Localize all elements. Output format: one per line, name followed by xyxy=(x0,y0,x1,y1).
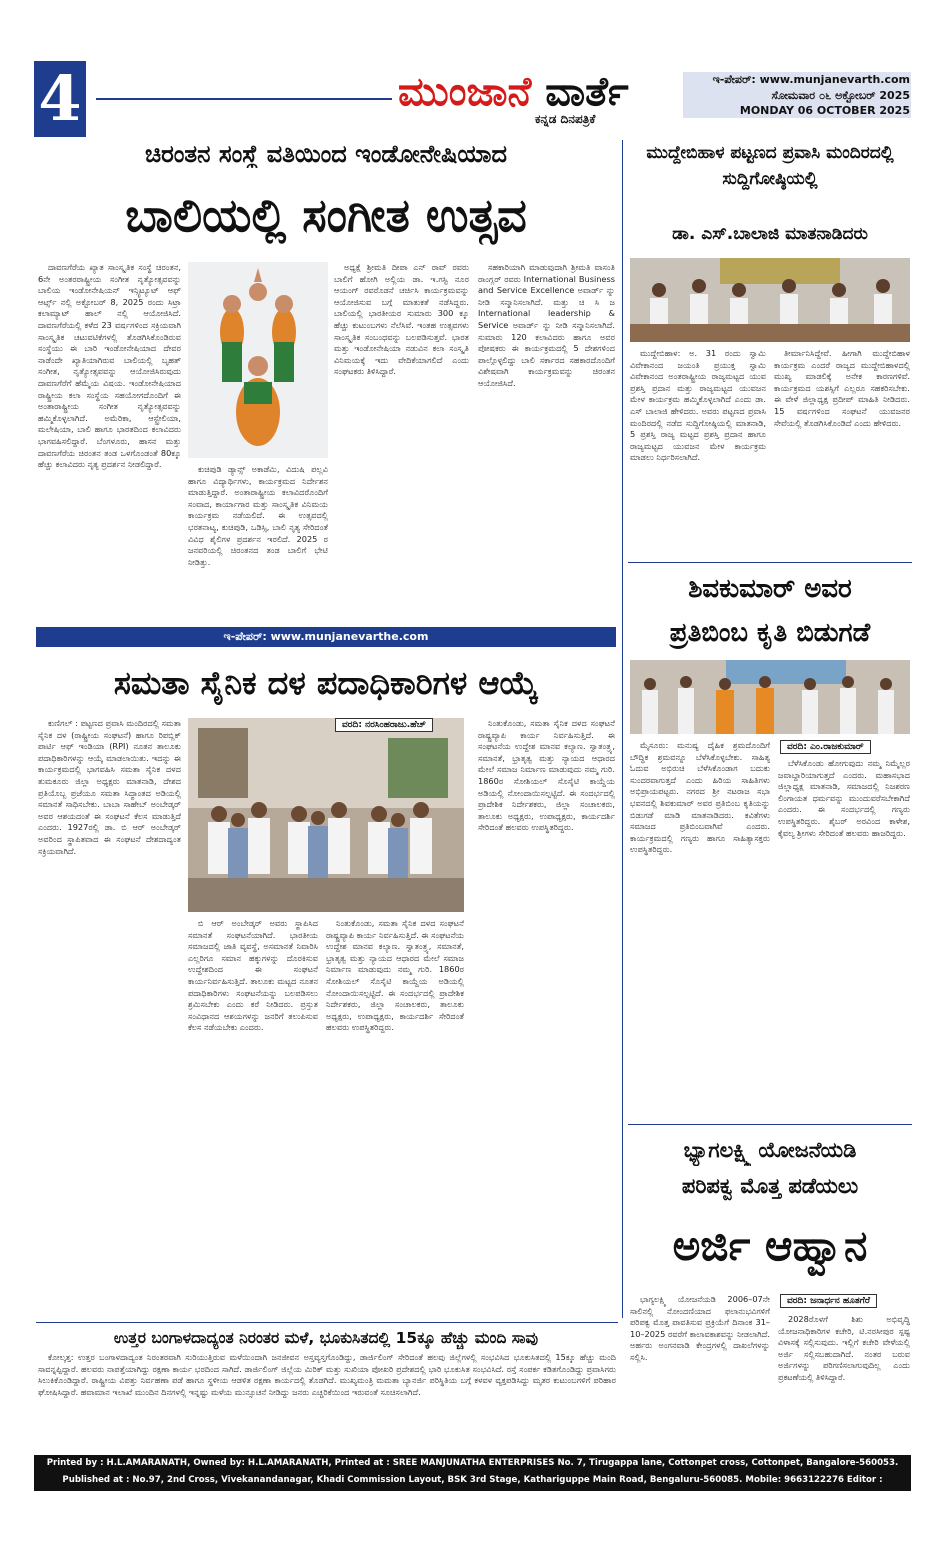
article3-col1 xyxy=(630,348,766,554)
epaper-band[interactable]: ಇ-ಪೇಪರ್: www.munjanevarthe.com xyxy=(36,627,616,647)
article4-col1 xyxy=(630,740,770,1118)
article2-reporter: ವರದಿ: ನರಸಿಂಹರಾಜು.ಹೆಚ್ xyxy=(335,718,433,732)
article6-body xyxy=(38,1352,616,1446)
article4-headline2: ಪ್ರತಿಬಿಂಬ ಕೃತಿ ಬಿಡುಗಡೆ xyxy=(669,618,871,648)
article2-col1-text: ಕುಣಿಗಲ್ : ಪಟ್ಟಣದ ಪ್ರವಾಸಿ ಮಂದಿರದಲ್ಲಿ ಸಮತಾ ಸೈನಿಕ ದಳ (ರಾಷ್ಟ್ರೀಯ ಸಂಘಟನೆ) ಹಾಗೂ ರಿಪಬ್ಲಿಕ್ ಪಾರ್ಟಿ ಆಫ್ ಇಂಡಿಯಾ (RPI) ನೂತನ ತಾಲೂಕು ಪದಾಧಿಕಾರಿಗಳನ್ನು ಆಯ್ಕೆ ಮಾಡಲಾಯಿತು. ಇದನ್ನು ಈ ಕಾರ್ಯಕ್ರಮದಲ್ಲಿ ಭಾಗವಹಿಸಿ ಸಮತಾ ಸೈನಿಕ ದಳದ ತುಮಕೂರು ಜಿಲ್ಲಾ ಅಧ್ಯಕ್ಷರು ಮಾತನಾಡಿ, ದೇಶದ ಪ್ರತಿಯೊಬ್ಬ ಪ್ರಜೆಯೂ ಸಮತಾ ಸಿದ್ಧಾಂತದ ಅಡಿಯಲ್ಲಿ ಸಮಾನತೆ ಸಾಧಿಸಬೇಕು. ಬಾಬಾ ಸಾಹೇಬ್ ಅಂಬೇಡ್ಕರ್ ಅವರ ಆಶಯದಂತೆ ಈ ಸಂಘಟನೆ ಕೆಲಸ ಮಾಡುತ್ತಿದೆ ಎಂದರು. 1927ರಲ್ಲಿ ಡಾ. ಬಿ ಆರ್ ಅಂಬೇಡ್ಕರ್ ಅವರಿಂದ ಸ್ಥಾಪಿತವಾದ ಈ ಸಂಘಟನೆ ದೇಶದಾದ್ಯಂತ ಸಕ್ರಿಯವಾಗಿದೆ. xyxy=(38,718,181,856)
article1-col4 xyxy=(478,262,615,618)
date-kannada: ಸೋಮವಾರ ೦೬ ಅಕ್ಟೋಬರ್ 2025 xyxy=(771,89,910,102)
article1-col3 xyxy=(334,262,469,618)
epaper-url[interactable]: ಇ-ಪೇಪರ್: www.munjanevarth.com xyxy=(712,73,910,86)
section-rule-6 xyxy=(36,1322,618,1323)
article2-col3-text: ನಿಂತುಕೊಂಡು, ಸಮತಾ ಸೈನಿಕ ದಳದ ಸಂಘಟನೆ ರಾಷ್ಟ್ರವ್ಯಾಪಿ ಕಾರ್ಯ ನಿರ್ವಹಿಸುತ್ತಿದೆ. ಈ ಸಂಘಟನೆಯ ಉದ್ದೇಶ ಮಾನವ ಕಲ್ಯಾಣ. ಸ್ವಾತಂತ್ರ್ಯ, ಸಮಾನತೆ, ಭ್ರಾತೃತ್ವ ಮತ್ತು ನ್ಯಾಯದ ಆಧಾರದ ಮೇಲೆ ಸಮಾಜ ನಿರ್ಮಾಣ ಮಾಡುವುದು ನಮ್ಮ ಗುರಿ. 1860ರ ಸೋಶಿಯಲ್ ಸೊಸೈಟಿ ಕಾಯ್ದೆಯ ಅಡಿಯಲ್ಲಿ ನೋಂದಾಯಿಸಲ್ಪಟ್ಟಿದೆ. ಈ ಸಂದರ್ಭದಲ್ಲಿ ಪ್ರಾದೇಶಿಕ ನಿರ್ದೇಶಕರು, ಜಿಲ್ಲಾ ಸಂಚಾಲಕರು, ತಾಲೂಕು ಅಧ್ಯಕ್ಷರು, ಉಪಾಧ್ಯಕ್ಷರು, ಕಾರ್ಯದರ್ಶಿ ಸೇರಿದಂತೆ ಹಲವರು ಉಪಸ್ಥಿತರಿದ್ದರು. xyxy=(478,718,615,833)
article1-col2 xyxy=(188,464,328,618)
article4-headline1: ಶಿವಕುಮಾರ್ ಅವರ xyxy=(688,574,852,604)
article5-col1 xyxy=(630,1294,770,1444)
imprint-footer xyxy=(34,1455,911,1502)
article4-col2 xyxy=(778,758,910,1118)
column-divider xyxy=(622,140,623,1318)
section-rule-3 xyxy=(628,562,912,563)
book-release-photo xyxy=(630,660,910,734)
date-english: MONDAY 06 OCTOBER 2025 xyxy=(739,104,910,117)
article3-col2-text: ತೀರ್ಮಾನಿಸಿದ್ದೇವೆ. ಹೀಗಾಗಿ ಮುದ್ದೇಬಿಹಾಳ ಕಾರ್ಯಕ್ರಮ ಎಂದರೆ ರಾಜ್ಯದ ಮುದ್ದೇಬಿಹಾಳದಲ್ಲಿ ಮುಖ್ಯ ಮಾಡಲಿಕ್ಕೆ ಅನೇಕ ಕಾರಣಗಳಿವೆ. ಕಾರ್ಯಕ್ರಮದ ಯಶಸ್ಸಿಗೆ ಎಲ್ಲರೂ ಸಹಕರಿಸಬೇಕು. ಈ ವೇಳೆ ಜಿಲ್ಲಾಧ್ಯಕ್ಷ ಪ್ರದೀಪ್ ಮಾಹಿತಿ ನೀಡಿದರು. 15 ವರ್ಷಗಳಿಂದ ಸಂಘಟನೆ ಯುವಜನರ ಸೇವೆಯಲ್ಲಿ ತೊಡಗಿಸಿಕೊಂಡಿದೆ ಎಂದು ಹೇಳಿದರು. xyxy=(774,348,910,428)
article1-col3-text: ಅಧ್ಯಕ್ಷೆ ಶ್ರೀಮತಿ ದೀಪಾ ಎನ್ ರಾವ್ ರವರು ಬಾಲಿಗೆ ಹೋಗಿ ಅಲ್ಲಿಯ ಡಾ. ಇ.ಗಸ್ಟಿ ನೂರ ಆಯಂಗ್ ರವರೊಡನೆ ಚರ್ಚಿಸಿ ಕಾರ್ಯಕ್ರಮವನ್ನು ಆಯೋಜಿಸುವ ಬಗ್ಗೆ ಮಾತುಕತೆ ನಡೆಸಿದ್ದರು. ಬಾಲಿಯಲ್ಲಿ ಭಾರತೀಯರ ಸುಮಾರು 300 ಕ್ಕೂ ಹೆಚ್ಚು ಕುಟುಂಬಗಳು ನೆಲೆಸಿವೆ. ಇಂತಹ ಉತ್ಸವಗಳು ಸಾಂಸ್ಕೃತಿಕ ಸಂಬಂಧವನ್ನು ಬಲಪಡಿಸುತ್ತವೆ. ಭಾರತ ಮತ್ತು ಇಂಡೋನೇಷಿಯಾ ನಡುವಿನ ಕಲಾ ಸಂಸ್ಕೃತಿ ವಿನಿಮಯಕ್ಕೆ ಇದು ವೇದಿಕೆಯಾಗಲಿದೆ ಎಂದು ಸಂಘಟಕರು ತಿಳಿಸಿದ್ದಾರೆ. xyxy=(334,262,469,377)
article3-headline: ಮುದ್ದೇಬಿಹಾಳ ಪಟ್ಟಣದ ಪ್ರವಾಸಿ ಮಂದಿರದಲ್ಲಿ ಸುದ್ದಿಗೋಷ್ಠಿಯಲ್ಲಿ xyxy=(646,143,894,189)
article3-col2 xyxy=(774,348,910,554)
masthead-title xyxy=(398,70,668,114)
article2-col2 xyxy=(188,918,318,1318)
article1-headline: ಬಾಲಿಯಲ್ಲಿ ಸಂಗೀತ ಉತ್ಸವ xyxy=(125,188,527,242)
page-number: 4 xyxy=(34,61,86,137)
article6-headline: ಉತ್ತರ ಬಂಗಾಳದಾದ್ಯಂತ ನಿರಂತರ ಮಳೆ, ಭೂಕುಸಿತದಲ್ಲಿ 15ಕ್ಕೂ ಹೆಚ್ಚು ಮಂದಿ ಸಾವು xyxy=(113,1329,539,1347)
article5-col1-text: ಭಾಗ್ಯಲಕ್ಷ್ಮಿ ಯೋಜನೆಯಡಿ 2006–07ನೇ ಸಾಲಿನಲ್ಲಿ ನೋಂದಣಿಯಾದ ಫಲಾನುಭವಿಗಳಿಗೆ ಪರಿಪಕ್ವ ಮೊತ್ತ ಪಾವತಿಸುವ ಪ್ರಕ್ರಿಯೆಗೆ ದಿನಾಂಕ 31–10–2025 ರವರೆಗೆ ಕಾಲಾವಕಾಶವನ್ನು ನೀಡಲಾಗಿದೆ. ಅರ್ಹರು ಅಂಗನವಾಡಿ ಕೇಂದ್ರಗಳಲ್ಲಿ ದಾಖಲೆಗಳನ್ನು ಸಲ್ಲಿಸಿ. xyxy=(630,1294,770,1362)
article1-col1 xyxy=(38,262,181,618)
article2-col3a xyxy=(326,918,464,1318)
article1-col4-text: ಸಹಕಾರಿಯಾಗಿ ಮಾಡುವುದಾಗಿ ಶ್ರೀಮತಿ ವಾಸಂತಿ ರಾಂಗ್ಲರ್ ರವರು International Business and Service Excellence ಅವಾರ್ಡ್ ನ್ನು ನೀಡಿ ಸನ್ಮಾನಿಸಲಾಗಿದೆ. ಮತ್ತು ಚಿ ಸಿ ಜ International leadership & Service ಅವಾರ್ಡ್ ನ್ನು ನೀಡಿ ಸನ್ಮಾನಿಸಲಾಗಿದೆ. ಸುಮಾರು 120 ಕಲಾವಿದರು ಹಾಗೂ ಅವರ ಪೋಷಕರು ಈ ಕಾರ್ಯಕ್ರಮದಲ್ಲಿ 5 ದೇಶಗಳಿಂದ ಪಾಲ್ಗೊಳ್ಳಲಿದ್ದು ಬಾಲಿ ಸರ್ಕಾರದ ಸಹಕಾರದೊಂದಿಗೆ ವಿಶೇಷವಾಗಿ ಕಾರ್ಯಕ್ರಮವನ್ನು ಚಿರಂತನ ಆಯೋಜಿಸಿದೆ. xyxy=(478,262,615,388)
dancers-photo xyxy=(188,262,328,458)
article3-col1-text: ಮುದ್ದೇಬಿಹಾಳ: ಅ. 31 ರಂದು ಸ್ವಾಮಿ ವಿವೇಕಾನಂದ ಜಯಂತಿ ಪ್ರಯುಕ್ತ ಸ್ವಾಮಿ ವಿವೇಕಾನಂದ ಅಂತರಾಷ್ಟ್ರೀಯ ರಾಜ್ಯಮಟ್ಟದ ಯುವ ಪ್ರಶಸ್ತಿ ಪ್ರದಾನ ಮತ್ತು ರಾಜ್ಯಮಟ್ಟದ ಯುವಜನ ಮೇಳ ಕಾರ್ಯಕ್ರಮ ಹಮ್ಮಿಕೊಳ್ಳಲಾಗಿದೆ ಎಂದು ಡಾ. ಎಸ್ ಬಾಲಾಜಿ ಹೇಳಿದರು. ಅವರು ಪಟ್ಟಣದ ಪ್ರವಾಸಿ ಮಂದಿರದಲ್ಲಿ ನಡೆದ ಸುದ್ದಿಗೋಷ್ಠಿಯಲ್ಲಿ ಮಾತನಾಡಿ, 5 ಪ್ರಶಸ್ತಿ ರಾಜ್ಯ ಮಟ್ಟದ ಪ್ರಶಸ್ತಿ ಪ್ರದಾನ ಹಾಗೂ ರಾಜ್ಯಮಟ್ಟದ ಯುವಜನ ಮೇಳ ಕಾರ್ಯಕ್ರಮ ಮಾಡಲು ನಿರ್ಧರಿಸಲಾಗಿದೆ. xyxy=(630,348,766,463)
article2-col2-text: ಬಿ ಆರ್ ಅಂಬೇಡ್ಕರ್ ಅವರು ಸ್ಥಾಪಿಸಿದ ಸಮಾನತೆ ಸಂಘಟನೆಯಾಗಿದೆ. ಭಾರತೀಯ ಸಮಾಜದಲ್ಲಿ ಜಾತಿ ವ್ಯವಸ್ಥೆ, ಅಸಮಾನತೆ ನಿವಾರಿಸಿ ಎಲ್ಲರಿಗೂ ಸಮಾನ ಹಕ್ಕುಗಳನ್ನು ದೊರಕಿಸುವ ಉದ್ದೇಶದಿಂದ ಈ ಸಂಘಟನೆ ಕಾರ್ಯನಿರ್ವಹಿಸುತ್ತಿದೆ. ತಾಲೂಕು ಮಟ್ಟದ ನೂತನ ಪದಾಧಿಕಾರಿಗಳು ಸಂಘಟನೆಯನ್ನು ಬಲಪಡಿಸಲು ಶ್ರಮಿಸಬೇಕು ಎಂದು ಕರೆ ನೀಡಿದರು. ಪ್ರಸ್ತುತ ಸಂವಿಧಾನದ ಆಶಯಗಳನ್ನು ಜನರಿಗೆ ತಲುಪಿಸುವ ಕೆಲಸ ನಡೆಯಬೇಕು ಎಂದರು. xyxy=(188,918,318,1033)
imprint-line2: Published at : No.97, 2nd Cross, Vivekanandanagar, Khadi Commission Layout, BSK 3rd Stage, Kathariguppe Main Road, Bengaluru-560085. Mobile: 9663122276 Editor : H.L.AMARANATH xyxy=(62,1475,883,1502)
group-photo xyxy=(188,718,464,912)
article4-col1-text: ಮೈಸೂರು: ಮನುಷ್ಯ ದೈಹಿಕ ಶ್ರಮದೊಂದಿಗೆ ಬೌದ್ಧಿಕ ಶ್ರಮವನ್ನೂ ಬೆಳೆಸಿಕೊಳ್ಳಬೇಕು. ಸಾಹಿತ್ಯ ಓದುವ ಅಭಿರುಚಿ ಬೆಳೆಸಿಕೊಂಡಾಗ ಬದುಕು ಸುಂದರವಾಗುತ್ತದೆ ಎಂದು ಹಿರಿಯ ಸಾಹಿತಿಗಳು ಅಭಿಪ್ರಾಯಪಟ್ಟರು. ನಗರದ ಶ್ರೀ ನಟರಾಜ ಸಭಾ ಭವನದಲ್ಲಿ ಶಿವಕುಮಾರ್ ಅವರ ಪ್ರತಿಬಿಂಬ ಕೃತಿಯನ್ನು ಬಿಡುಗಡೆ ಮಾಡಿ ಮಾತನಾಡಿದರು. ಕವಿತೆಗಳು ಸಮಾಜದ ಪ್ರತಿಬಿಂಬವಾಗಿವೆ ಎಂದರು. ಕಾರ್ಯಕ್ರಮದಲ್ಲಿ ಗಣ್ಯರು ಹಾಗೂ ಸಾಹಿತ್ಯಾಸಕ್ತರು ಉಪಸ್ಥಿತರಿದ್ದರು. xyxy=(630,740,770,855)
article4-col2-text: ಬೆಳೆಸಿಕೊಂಡು ಹೋಗುವುದು ನಮ್ಮ ನಿಮ್ಮೆಲ್ಲರ ಜವಾಬ್ದಾರಿಯಾಗುತ್ತದೆ ಎಂದರು. ಮಹಾಸಭಾದ ಜಿಲ್ಲಾಧ್ಯಕ್ಷ ಮಾತನಾಡಿ, ಸಮಾಜದಲ್ಲಿ ನಿಜಶರಣ ಲಿಂಗಾಯತ ಧರ್ಮವನ್ನು ಮುಂದುವರೆಸಬೇಕಾಗಿದೆ ಎಂದರು. ಈ ಸಂದರ್ಭದಲ್ಲಿ ಗಣ್ಯರು ಉಪಸ್ಥಿತರಿದ್ದರು. ಶೈಬರ್ ಅರವಿಂದ ಕಾಳೇಶ, ಕೈವಲ್ಯ ಶ್ರೀಗಳು ಸೇರಿದಂತೆ ಹಲವರು ಹಾಜರಿದ್ದರು. xyxy=(778,758,910,838)
masthead-title-part2: ವಾರ್ತೆ xyxy=(545,69,629,115)
article5-headline2: ಪರಿಪಕ್ವ ಮೊತ್ತ ಪಡೆಯಲು xyxy=(681,1174,859,1198)
article5-headline3: ಅರ್ಜಿ ಆಹ್ವಾನ xyxy=(672,1221,868,1270)
article2-col3a-text: ನಿಂತುಕೊಂಡು, ಸಮತಾ ಸೈನಿಕ ದಳದ ಸಂಘಟನೆ ರಾಷ್ಟ್ರವ್ಯಾಪಿ ಕಾರ್ಯ ನಿರ್ವಹಿಸುತ್ತಿದೆ. ಈ ಸಂಘಟನೆಯ ಉದ್ದೇಶ ಮಾನವ ಕಲ್ಯಾಣ. ಸ್ವಾತಂತ್ರ್ಯ, ಸಮಾನತೆ, ಭ್ರಾತೃತ್ವ ಮತ್ತು ನ್ಯಾಯದ ಆಧಾರದ ಮೇಲೆ ಸಮಾಜ ನಿರ್ಮಾಣ ಮಾಡುವುದು ನಮ್ಮ ಗುರಿ. 1860ರ ಸೋಶಿಯಲ್ ಸೊಸೈಟಿ ಕಾಯ್ದೆಯ ಅಡಿಯಲ್ಲಿ ನೋಂದಾಯಿಸಲ್ಪಟ್ಟಿದೆ. ಈ ಸಂದರ್ಭದಲ್ಲಿ ಪ್ರಾದೇಶಿಕ ನಿರ್ದೇಶಕರು, ಜಿಲ್ಲಾ ಸಂಚಾಲಕರು, ತಾಲೂಕು ಅಧ್ಯಕ್ಷರು, ಉಪಾಧ್ಯಕ್ಷರು, ಕಾರ್ಯದರ್ಶಿ ಸೇರಿದಂತೆ ಹಲವರು ಉಪಸ್ಥಿತರಿದ್ದರು. xyxy=(326,918,464,1033)
article1-col2-text: ಕುಚಿಪುಡಿ ಡ್ಯಾನ್ಸ್ ಅಕಾಡೆಮಿ, ವಿದುಷಿ ಪಲ್ಲವಿ ಹಾಗೂ ವಿದ್ಯಾರ್ಥಿಗಳು, ಕಾರ್ಯಕ್ರಮದ ನಿರ್ದೇಶನ ಮಾಡುತ್ತಿದ್ದಾರೆ. ಅಂತಾರಾಷ್ಟ್ರೀಯ ಕಲಾವಿದರೊಂದಿಗೆ ಸಂವಾದ, ಕಾರ್ಯಾಗಾರ ಮತ್ತು ಸಾಂಸ್ಕೃತಿಕ ವಿನಿಮಯ ಕಾರ್ಯಕ್ರಮ ನಡೆಯಲಿದೆ. ಈ ಉತ್ಸವದಲ್ಲಿ ಭರತನಾಟ್ಯ, ಕುಚಿಪುಡಿ, ಒಡಿಸ್ಸಿ, ಬಾಲಿ ನೃತ್ಯ ಸೇರಿದಂತೆ ವಿವಿಧ ಶೈಲಿಗಳ ಪ್ರದರ್ಶನ ಇರಲಿದೆ. 2025 ರ ಜನವರಿಯಲ್ಲಿ ಚಿರಂತನದ ತಂಡ ಬಾಲಿಗೆ ಭೇಟಿ ನೀಡಿತ್ತು. xyxy=(188,464,328,567)
article3-headline2: ಡಾ. ಎಸ್.ಬಾಲಾಜಿ ಮಾತನಾಡಿದರು xyxy=(672,224,868,244)
article5-headline1: ಭ್ಯಾಗಲಕ್ಷ್ಮಿ ಯೋಜನೆಯಡಿ xyxy=(683,1138,857,1162)
article6-body-text: ಕೋಲ್ಕತ್ತ: ಉತ್ತರ ಬಂಗಾಳದಾದ್ಯಂತ ನಿರಂತರವಾಗಿ ಸುರಿಯುತ್ತಿರುವ ಮಳೆಯಿಂದಾಗಿ ಜನಜೀವನ ಅಸ್ತವ್ಯಸ್ತಗೊಂಡಿದ್ದು, ಡಾರ್ಜಿಲಿಂಗ್ ಸೇರಿದಂತೆ ಹಲವು ಜಿಲ್ಲೆಗಳಲ್ಲಿ ಸಂಭವಿಸಿದ ಭೂಕುಸಿತದಲ್ಲಿ 15ಕ್ಕೂ ಹೆಚ್ಚು ಮಂದಿ ಸಾವನ್ನಪ್ಪಿದ್ದಾರೆ. ಹಲವರು ನಾಪತ್ತೆಯಾಗಿದ್ದು ರಕ್ಷಣಾ ಕಾರ್ಯ ಭರದಿಂದ ಸಾಗಿದೆ. ಡಾರ್ಜಿಲಿಂಗ್ ಜಿಲ್ಲೆಯ ಮಿರಿಕ್ ಮತ್ತು ಸುಖಿಯಾ ಪೋಖರಿ ಪ್ರದೇಶದಲ್ಲಿ ಭಾರಿ ಭೂಕುಸಿತ ಸಂಭವಿಸಿದೆ. ರಸ್ತೆ ಸಂಪರ್ಕ ಕಡಿತಗೊಂಡಿದ್ದು ಪ್ರವಾಸಿಗರು ಸಿಲುಕಿಕೊಂಡಿದ್ದಾರೆ. ರಾಷ್ಟ್ರೀಯ ವಿಪತ್ತು ನಿರ್ವಹಣಾ ಪಡೆ ಹಾಗೂ ಸ್ಥಳೀಯ ಆಡಳಿತ ರಕ್ಷಣಾ ಕಾರ್ಯದಲ್ಲಿ ತೊಡಗಿದೆ. ಮುಖ್ಯಮಂತ್ರಿ ಮಮತಾ ಬ್ಯಾನರ್ಜಿ ಪರಿಸ್ಥಿತಿಯ ಬಗ್ಗೆ ಕಳವಳ ವ್ಯಕ್ತಪಡಿಸಿದ್ದು ಮೃತರ ಕುಟುಂಬಗಳಿಗೆ ಪರಿಹಾರ ಘೋಷಿಸಿದ್ದಾರೆ. ಹವಾಮಾನ ಇಲಾಖೆ ಮುಂದಿನ ದಿನಗಳಲ್ಲಿ ಇನ್ನಷ್ಟು ಮಳೆಯ ಮುನ್ಸೂಚನೆ ನೀಡಿದ್ದು ಜನರು ಎಚ್ಚರಿಕೆಯಿಂದ ಇರುವಂತೆ ಸೂಚಿಸಲಾಗಿದೆ. xyxy=(38,1352,616,1397)
masthead-title-part1: ಮುಂಜಾನೆ xyxy=(398,69,532,115)
article5-col2-text: 2028ರೊಳಗೆ ಶಿಶು ಅಭಿವೃದ್ಧಿ ಯೋಜನಾಧಿಕಾರಿಗಳ ಕಚೇರಿ, ಟಿ.ನರಸೀಪುರ ಸ್ಪಷ್ಟ ವಿಳಾಸಕ್ಕೆ ಸಲ್ಲಿಸುವುದು. ಇಲ್ಲಿಗೆ ಕಚೇರಿ ವೇಳೆಯಲ್ಲಿ ಅರ್ಜಿ ಸಲ್ಲಿಸಬಹುದಾಗಿದೆ. ನಂತರ ಬರುವ ಅರ್ಜಿಗಳನ್ನು ಪರಿಗಣಿಸಲಾಗುವುದಿಲ್ಲ ಎಂದು ಪ್ರಕಟಣೆಯಲ್ಲಿ ತಿಳಿಸಿದ್ದಾರೆ. xyxy=(778,1314,910,1382)
article1-kicker: ಚಿರಂತನ ಸಂಸ್ಥೆ ವತಿಯಿಂದ ಇಂಡೋನೇಷಿಯಾದ xyxy=(144,140,508,168)
article2-col3 xyxy=(478,718,615,1318)
article2-col1 xyxy=(38,718,181,1318)
article5-col2 xyxy=(778,1314,910,1444)
press-meet-photo xyxy=(630,258,910,342)
article1-col1-text: ದಾವಣಗೆರೆಯ ಖ್ಯಾತ ಸಾಂಸ್ಕೃತಿಕ ಸಂಸ್ಥೆ ಚಿರಂತನ, 6ನೇ ಅಂತರರಾಷ್ಟ್ರೀಯ ಸಂಗೀತ ನೃತ್ಯೋತ್ಸವವನ್ನು ಬಾಲಿಯ ಇಂಡೋನೇಷಿಯನ್ ಇನ್ಸ್ಟಿಟ್ಯೂಟ್ ಆಫ್ ಆರ್ಟ್ಸ್ ನಲ್ಲಿ ಅಕ್ಟೋಬರ್ 8, 2025 ರಂದು ಸಿಟ್ರಾ ಕಲಾಮ್ಯಾಟ್ ಹಾಲ್ ನಲ್ಲಿ ಆಯೋಜಿಸಿದೆ. ದಾವಣಗೆರೆಯಲ್ಲಿ ಕಳೆದ 23 ವರ್ಷಗಳಿಂದ ಸಕ್ರಿಯವಾಗಿ ಸಾಂಸ್ಕೃತಿಕ ಚಟುವಟಿಕೆಗಳಲ್ಲಿ ತೊಡಗಿಸಿಕೊಂಡಿರುವ ಸಂಸ್ಥೆಯು ಈ ಬಾರಿ ಇಂಡೋನೇಷಿಯಾದ ದೇವರ ನಾಡೆಂದೇ ಖ್ಯಾತಿಯಾಗಿರುವ ಬಾಲಿಯಲ್ಲಿ ಬೃಹತ್ ಸಂಗೀತ, ನೃತ್ಯೋತ್ಸವವನ್ನು ಆಯೋಜಿಸಿರುವುದು ದಾವಣಗೆರೆಗೆ ಹೆಮ್ಮೆಯ ವಿಷಯ. ಇಂಡೋನೇಷಿಯಾದ ರಾಷ್ಟ್ರೀಯ ಕಲಾ ಸಂಸ್ಥೆಯ ಸಹಯೋಗದೊಂದಿಗೆ ಈ ಅಂತಾರಾಷ್ಟ್ರೀಯ ಸಂಗೀತ ನೃತ್ಯೋತ್ಸವವನ್ನು ಹಮ್ಮಿಕೊಳ್ಳಲಾಗಿದೆ. ಅಮೆರಿಕಾ, ಆಸ್ಟ್ರೇಲಿಯಾ, ಮಲೇಷಿಯಾ, ಬಾಲಿ ಹಾಗೂ ಭಾರತದಿಂದ ಕಲಾವಿದರು ಭಾಗವಹಿಸಲಿದ್ದಾರೆ. ಬೆಂಗಳೂರು, ಹಾಸನ ಮತ್ತು ದಾವಣಗೆರೆಯ ಚಿರಂತನ ತಂಡ ಒಳಗೊಂಡಂತೆ 80ಕ್ಕೂ ಹೆಚ್ಚು ಕಲಾವಿದರು ನೃತ್ಯ ಪ್ರದರ್ಶನ ನೀಡಲಿದ್ದಾರೆ. xyxy=(38,262,181,470)
article2-headline: ಸಮತಾ ಸೈನಿಕ ದಳ ಪದಾಧಿಕಾರಿಗಳ ಆಯ್ಕೆ xyxy=(113,664,539,702)
masthead-subtitle: ಕನ್ನಡ ದಿನಪತ್ರಿಕೆ xyxy=(535,112,596,126)
imprint-line1: Printed by : H.L.AMARANATH, Owned by: H.L.AMARANATH, Printed at : SREE MANJUNATHA ENTERPRISES No. 7, Tirugappa lane, Cottonpet cross, Cottonpet, Bangalore-560053. xyxy=(46,1458,899,1468)
section-rule-4 xyxy=(628,1124,912,1125)
masthead-rule xyxy=(96,98,392,100)
article4-reporter: ವರದಿ: ಎಂ.ರಾಜಕುಮಾರ್ xyxy=(780,740,871,754)
article5-reporter: ವರದಿ: ಜನಾರ್ಧನ ಹೂತಗೆರೆ xyxy=(780,1294,877,1308)
